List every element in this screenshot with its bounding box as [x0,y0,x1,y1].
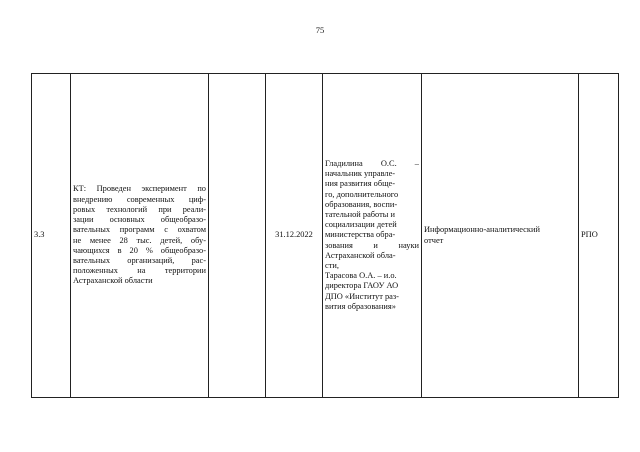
responsible-line: вития образования» [325,301,396,311]
deadline-date-cell: 31.12.2022 [266,74,323,398]
page-number: 75 [315,25,325,35]
responsible-persons-cell [323,74,422,398]
responsible-line: социализации детей [325,220,397,230]
description-line: ровых технологий при реали- [73,204,206,214]
document-line: отчет [424,235,444,245]
responsible-line: министерства обра- [325,230,396,240]
responsible-line: зования и науки [325,240,419,250]
responsible-line: Гладилина О.С. – [325,158,419,168]
empty-cell [209,74,266,398]
document-line: Информационно-аналитический [424,225,540,235]
responsible-line: начальник управле- [325,169,396,179]
description-line: Астраханской области [73,276,153,286]
responsible-line: образования, воспи- [325,199,398,209]
description-line: вательных программ с охватом [73,225,206,235]
control-point-description-cell [71,74,209,398]
description-line: положенных на территории [73,266,206,276]
responsible-line: Тарасова О.А. – и.о. [325,271,397,281]
responsible-line: сти, [325,261,339,270]
description-line: КТ: Проведен эксперимент по [73,184,206,194]
description-line: зации основных общеобразо- [73,215,206,225]
responsible-line: Астраханской обла- [325,250,396,260]
result-document-cell [422,74,579,398]
responsible-line: ния развития обще- [325,179,396,189]
responsible-line: го, дополнительного [325,189,399,199]
table-row [32,74,619,398]
description-line: чающихся в 20 % общеобразо- [73,245,206,255]
description-line: внедрению современных циф- [73,194,206,204]
responsible-line: директора ГАОУ АО [325,281,399,291]
description-line: вательных организаций, рас- [73,255,206,265]
responsible-line: ДПО «Институт раз- [325,291,399,301]
description-line: не менее 28 тыс. детей, обу- [73,235,206,245]
plan-table [31,73,619,398]
item-number-cell: 3.3 [32,74,71,398]
responsible-line: тательной работы и [325,209,395,219]
level-cell: РПО [579,74,619,398]
